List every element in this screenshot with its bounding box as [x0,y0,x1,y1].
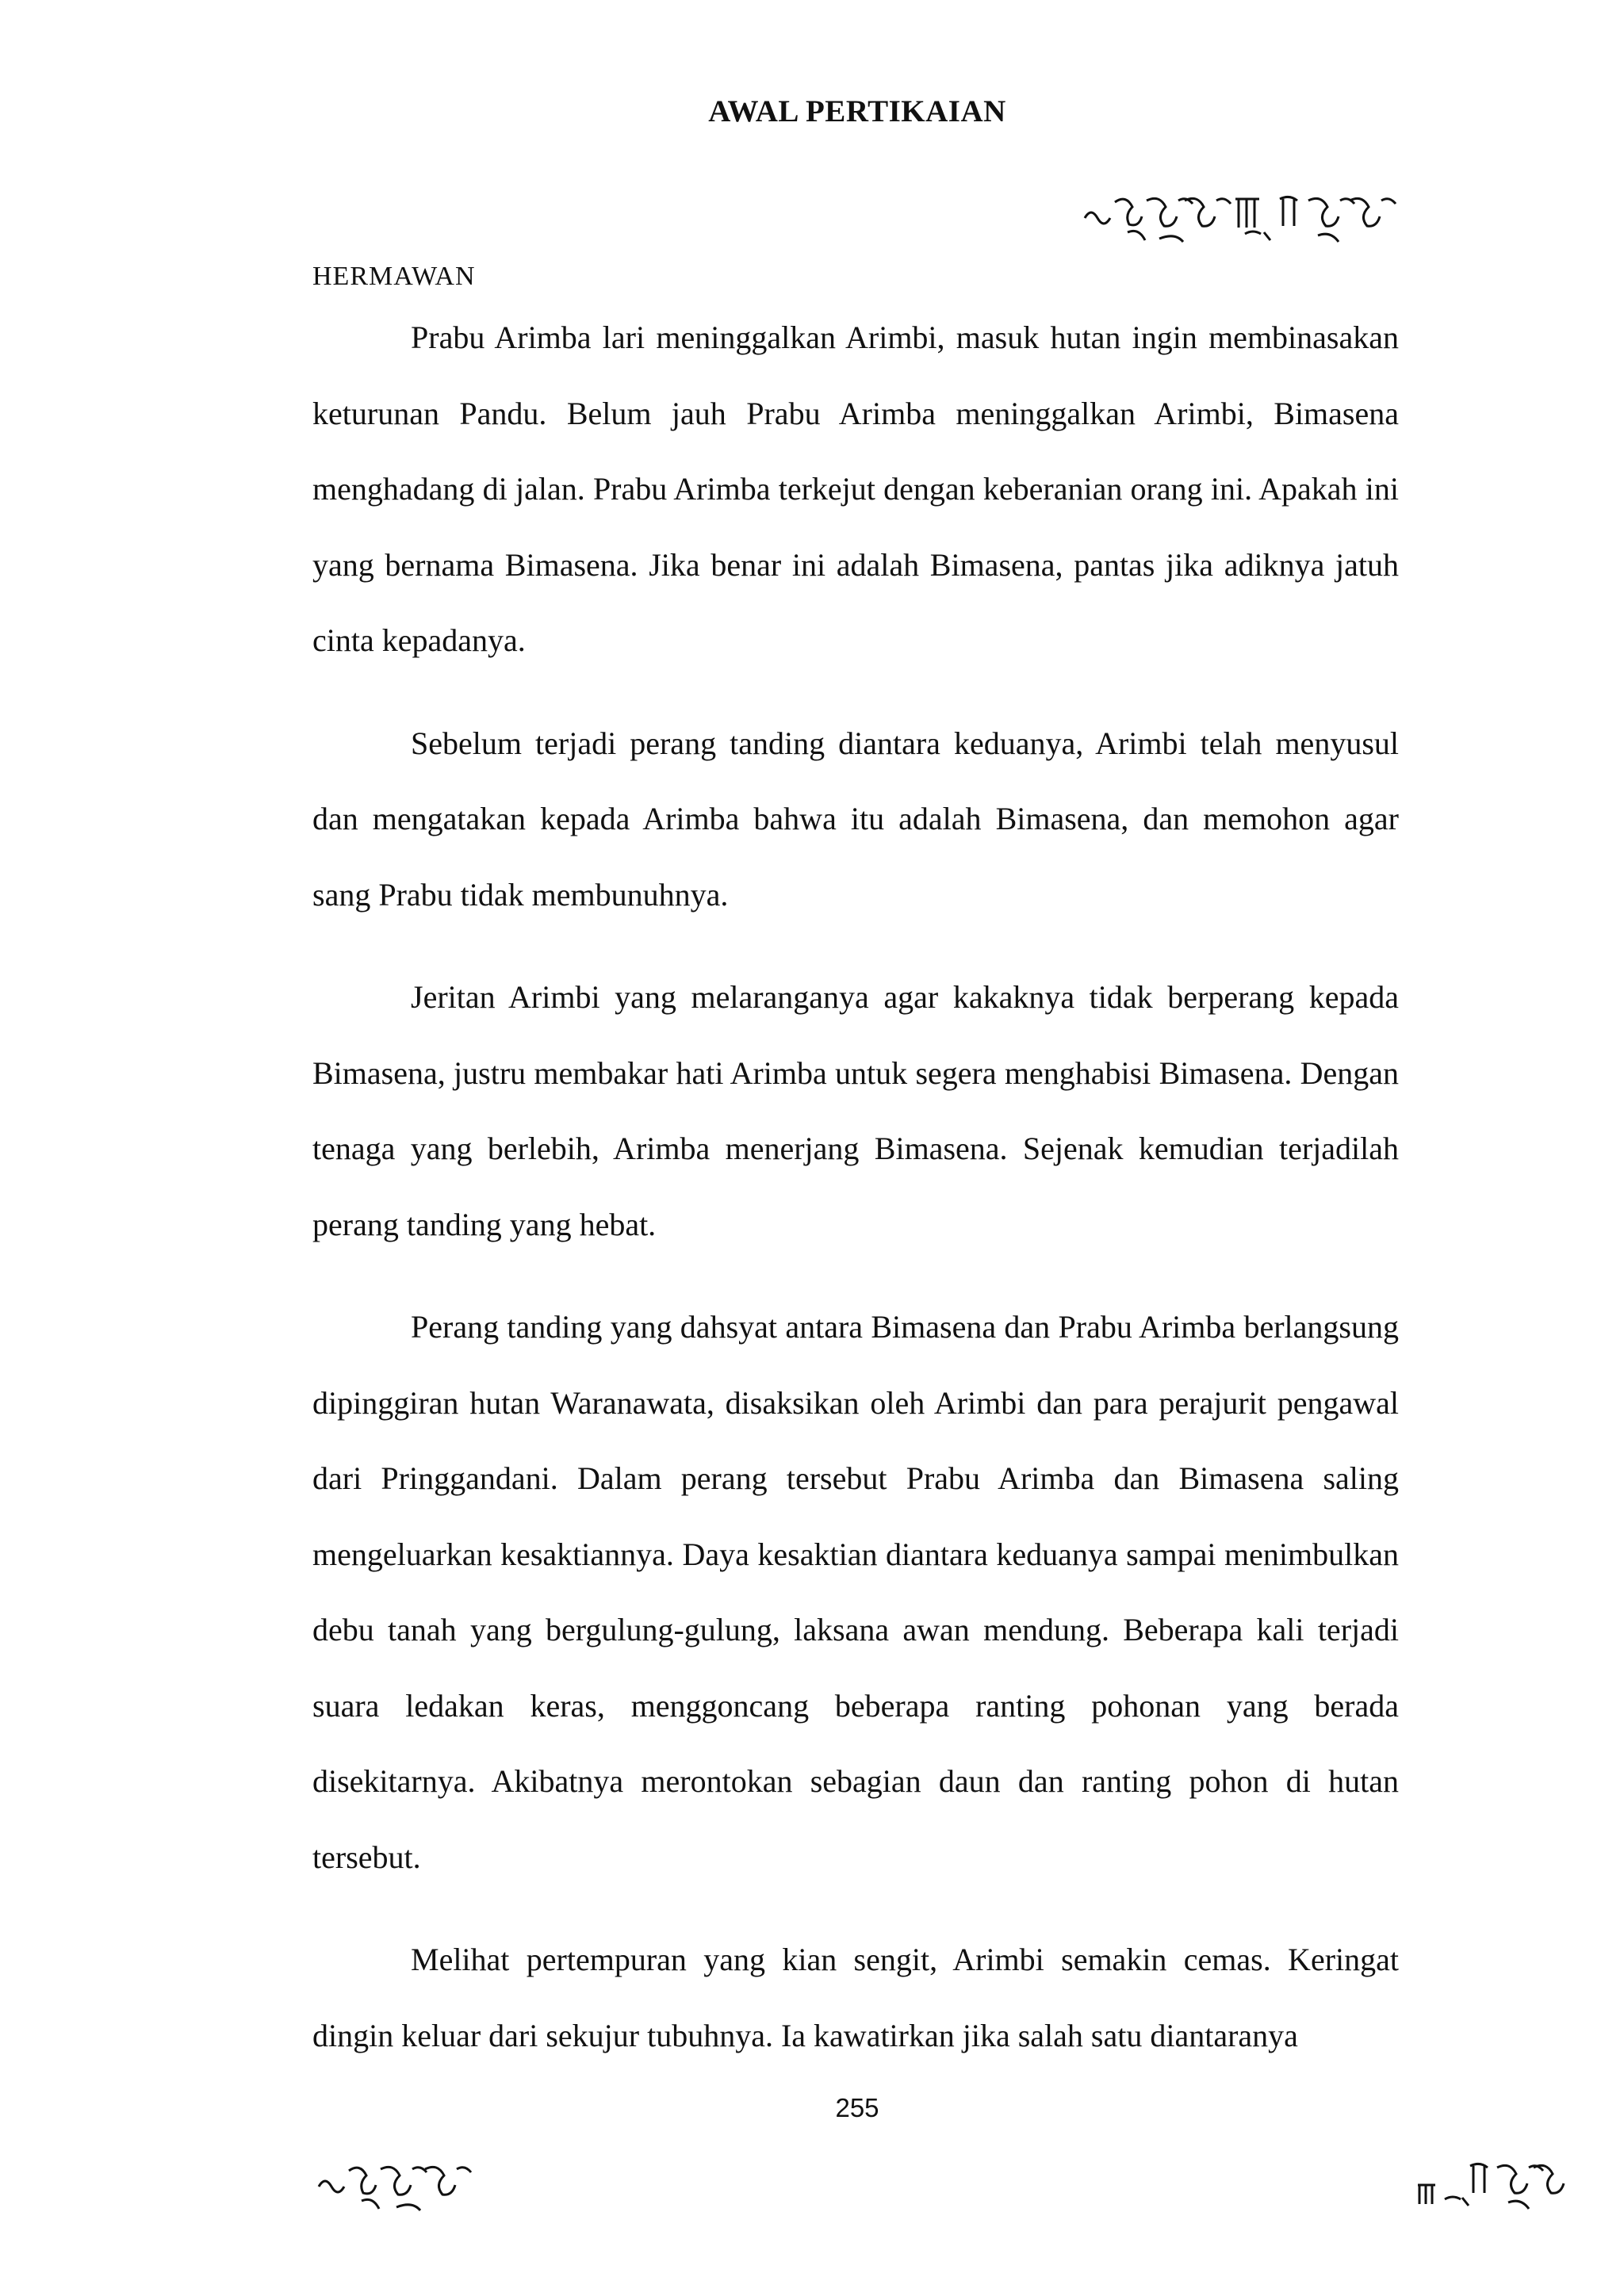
paragraph: Sebelum terjadi perang tanding diantara keduanya, Arimbi telah menyusul dan mengatakan kepada Arimba bahwa itu adalah Bimasena, dan memohon agar sang Prabu tidak membunuhnya. [312,725,1399,913]
paragraph: Perang tanding yang dahsyat antara Bimasena dan Prabu Arimba berlangsung dipinggiran hutan Waranawata, disaksikan oleh Arimbi dan para perajurit pengawal dari Pringgandani. Dalam perang tersebut Prabu Arimba dan Bimasena saling mengeluarkan kesaktiannya. Daya kesaktian diantara keduanya sampai menimbulkan debu tanah yang bergulung-gulung, laksana awan mendung. Beberapa kali terjadi suara ledakan keras, menggoncang beberapa ranting pohonan yang berada disekitarnya. Akibatnya merontokan sebagian daun dan ranting pohon di hutan tersebut. [312,1309,1399,1875]
author-name: HERMAWAN [312,262,476,291]
javanese-script-footer-right-icon [1415,2153,1573,2217]
paragraph: Melihat pertempuran yang kian sengit, Arimbi semakin cemas. Keringat dingin keluar dari sekujur tubuhnya. Ia kawatirkan jika salah satu diantaranya [312,1942,1399,2053]
javanese-script-footer-left-icon [314,2155,496,2218]
paragraph: Jeritan Arimbi yang melaranganya agar kakaknya tidak berperang kepada Bimasena, justru membakar hati Arimba untuk segera menghabisi Bimasena. Dengan tenaga yang berlebih, Arimba menerjang Bimasena. Sejenak kemudian terjadilah perang tanding yang hebat. [312,979,1399,1242]
paragraph: Prabu Arimba lari meninggalkan Arimbi, masuk hutan ingin membinasakan keturunan Pandu. Belum jauh Prabu Arimba meninggalkan Arimbi, Bimasena menghadang di jalan. Prabu Arimba terkejut dengan keberanian orang ini. Apakah ini yang bernama Bimasena. Jika benar ini adalah Bimasena, pantas jika adiknya jatuh cinta kepadanya. [312,320,1399,658]
page-number: 255 [835,2093,879,2122]
body-text [312,300,1399,2100]
javanese-script-header-icon [1080,186,1413,250]
chapter-title: AWAL PERTIKAIAN [708,94,1006,128]
